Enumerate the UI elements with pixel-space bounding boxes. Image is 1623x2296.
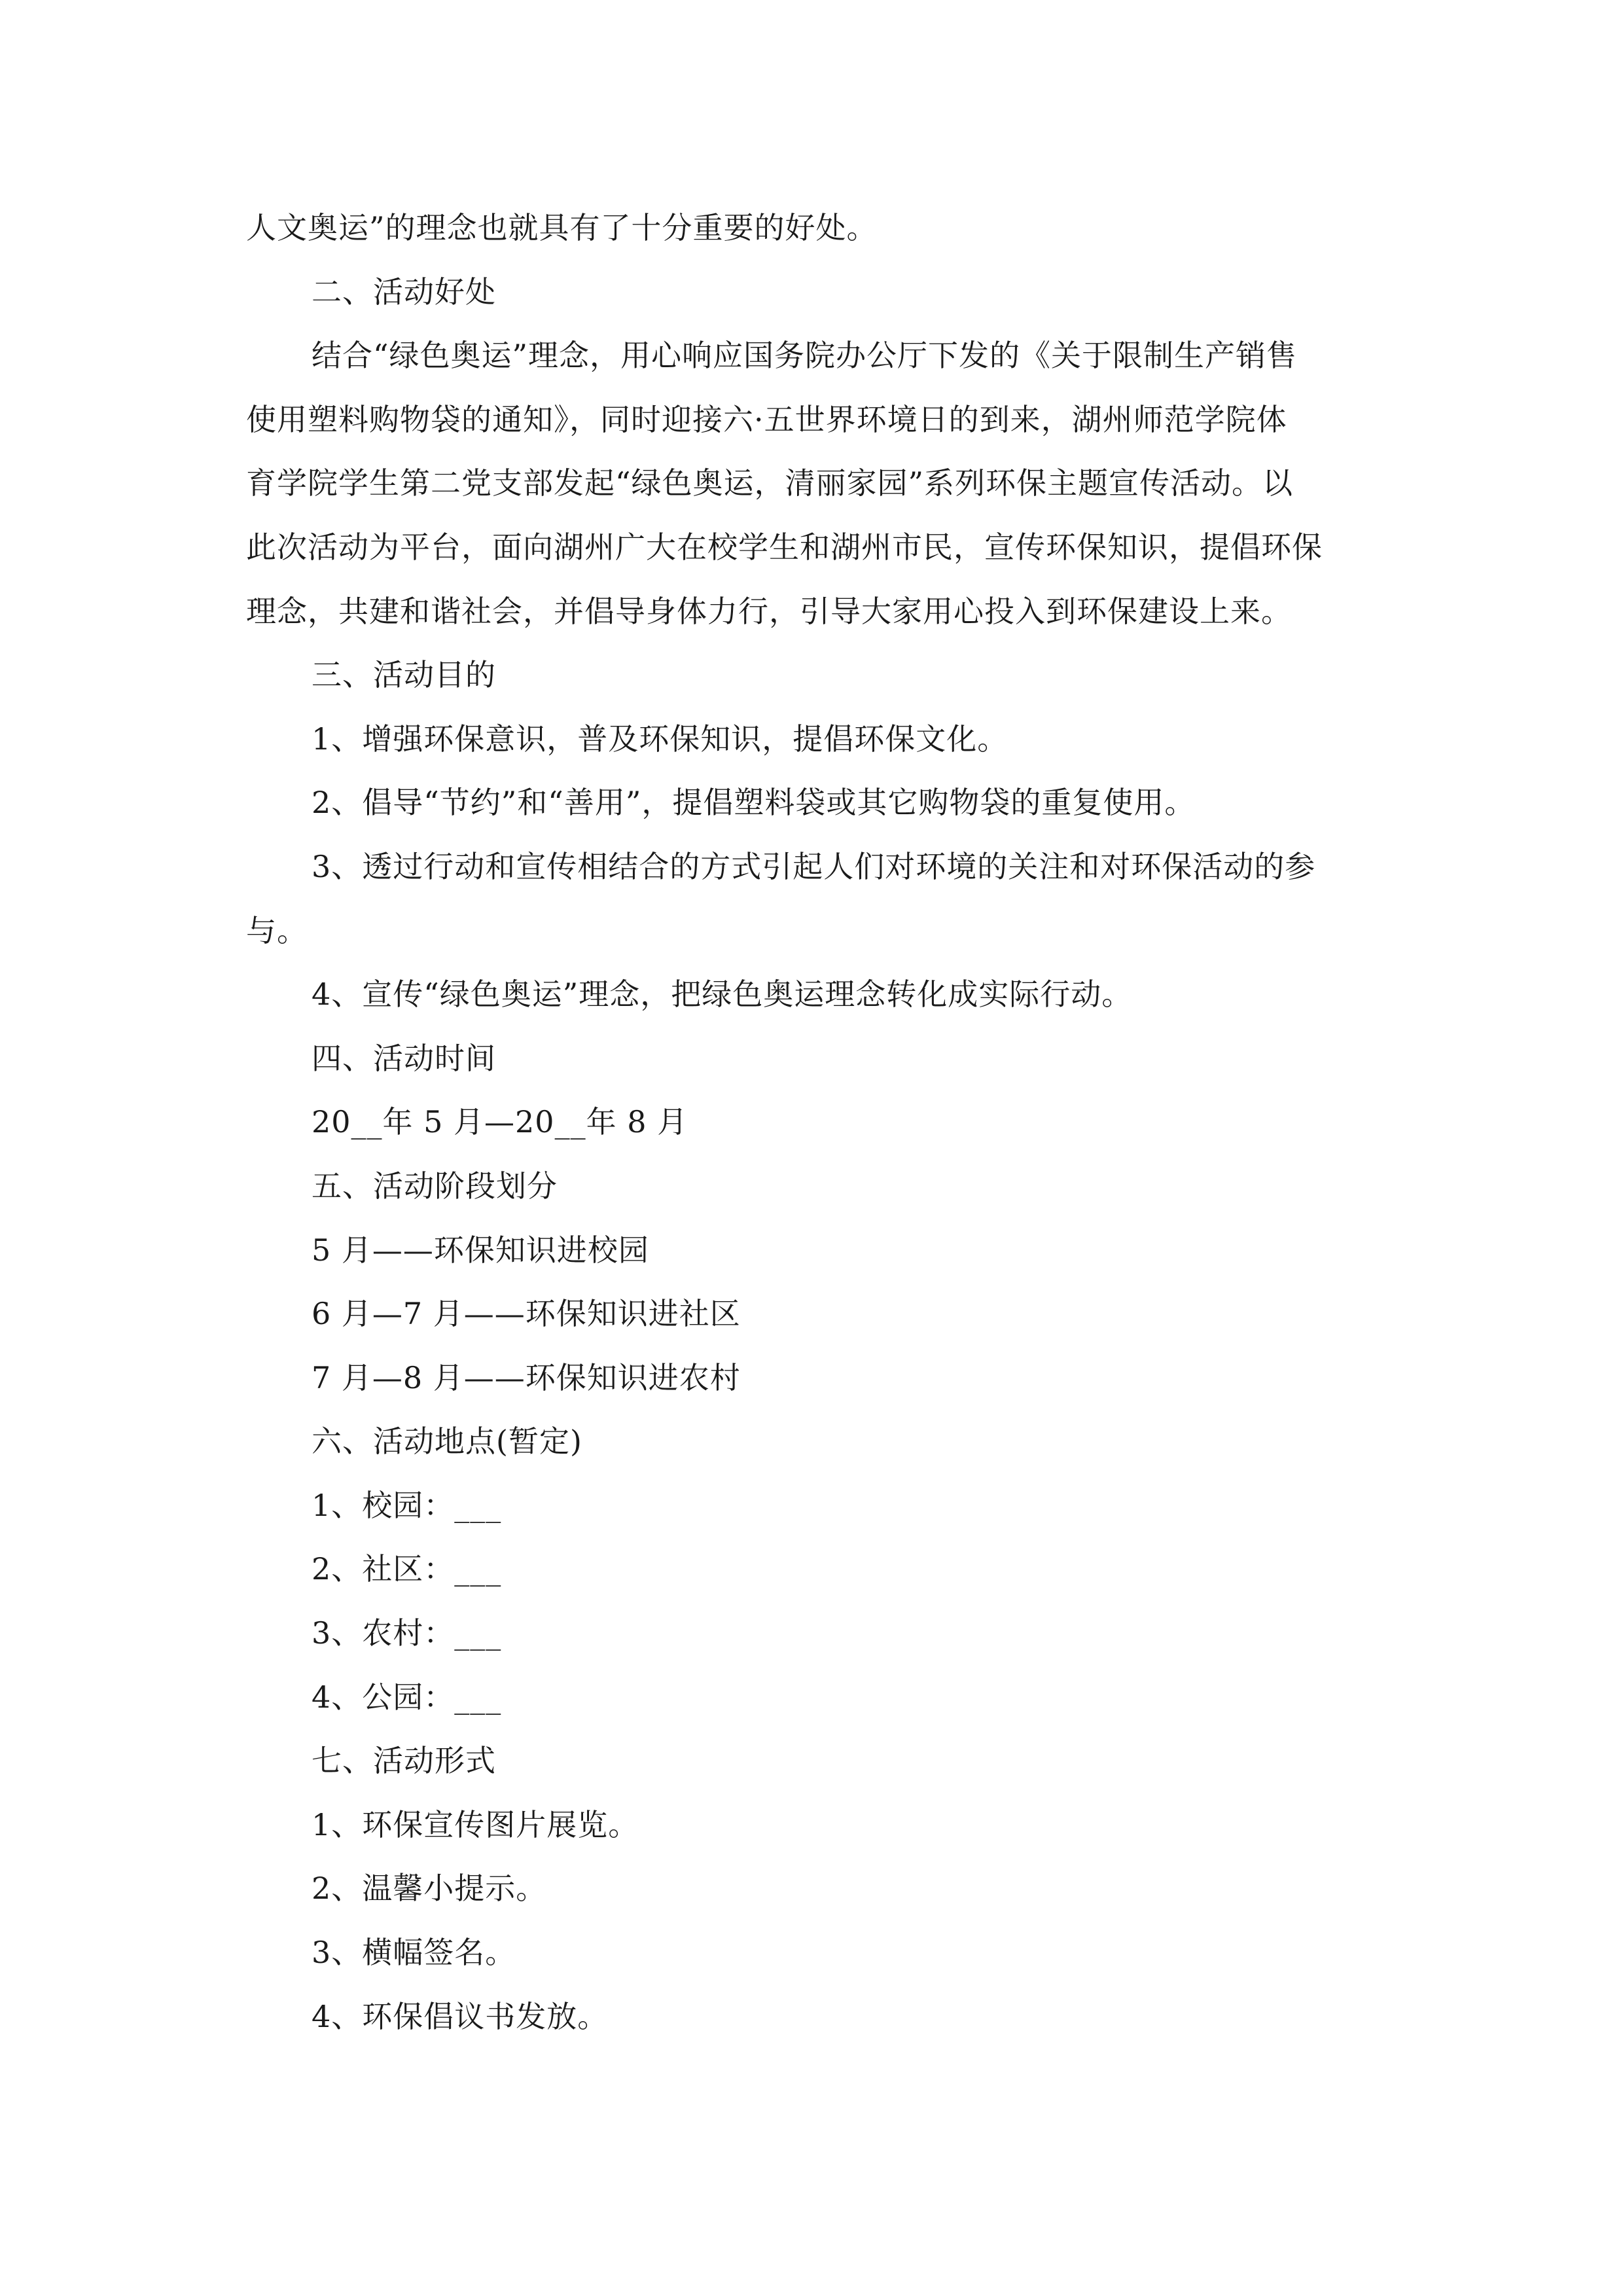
text-line: 与。 [246,912,308,948]
list-item: 4、公园：___ [312,1679,502,1715]
section-heading: 四、活动时间 [312,1040,496,1076]
list-item: 2、倡导“节约”和“善用”，提倡塑料袋或其它购物袋的重复使用。 [312,785,1196,821]
text-line: 结合“绿色奥运”理念，用心响应国务院办公厅下发的《关于限制生产销售 [312,338,1298,374]
list-item: 7 月—8 月——环保知识进农村 [312,1359,741,1395]
list-item: 2、温馨小提示。 [312,1871,547,1907]
list-item: 5 月——环保知识进校园 [312,1232,649,1268]
section-heading: 三、活动目的 [312,657,496,693]
section-heading: 七、活动形式 [312,1743,496,1779]
text-line: 人文奥运”的理念也就具有了十分重要的好处。 [246,210,878,245]
text-line: 育学院学生第二党支部发起“绿色奥运，清丽家园”系列环保主题宣传活动。以 [246,465,1294,501]
text-line: 使用塑料购物袋的通知》，同时迎接六·五世界环境日的到来，湖州师范学院体 [246,401,1287,437]
list-item: 1、环保宣传图片展览。 [312,1806,639,1842]
list-item: 4、环保倡议书发放。 [312,1998,609,2034]
list-item: 3、透过行动和宣传相结合的方式引起人们对环境的关注和对环保活动的参 [312,848,1316,884]
list-item: 3、农村：___ [312,1615,502,1651]
list-item: 4、宣传“绿色奥运”理念，把绿色奥运理念转化成实际行动。 [312,977,1133,1013]
list-item: 1、校园：___ [312,1487,502,1523]
list-item: 3、横幅签名。 [312,1935,516,1971]
list-item: 2、社区：___ [312,1551,502,1587]
document-body [246,196,1385,2049]
text-line: 20__年 5 月—20__年 8 月 [312,1104,688,1140]
list-item: 6 月—7 月——环保知识进社区 [312,1296,741,1332]
section-heading: 五、活动阶段划分 [312,1168,558,1204]
text-line: 理念，共建和谐社会，并倡导身体力行，引导大家用心投入到环保建设上来。 [246,593,1292,629]
list-item: 1、增强环保意识，普及环保知识，提倡环保文化。 [312,721,1008,757]
section-heading: 二、活动好处 [312,274,496,310]
section-heading: 六、活动地点(暂定) [312,1424,582,1460]
text-line: 此次活动为平台，面向湖州广大在校学生和湖州市民，宣传环保知识，提倡环保 [246,529,1323,565]
